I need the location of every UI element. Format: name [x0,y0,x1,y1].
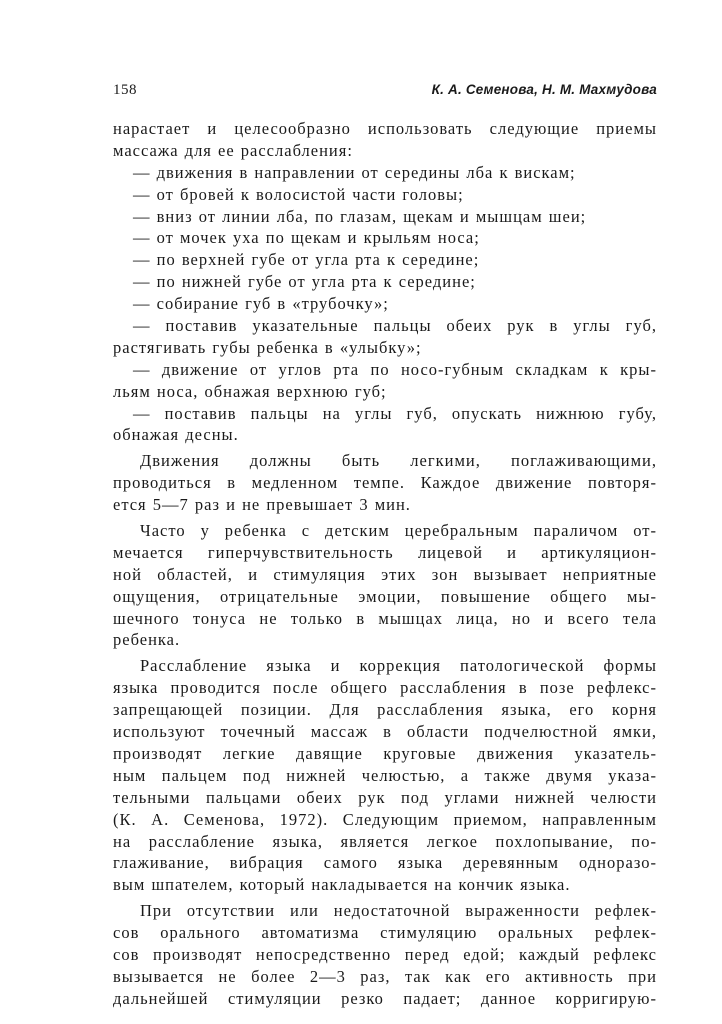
text-line: производят легкие давящие круговые движения указатель- [113,743,657,763]
paragraph-first-line: Расслабление языка и коррекция патологической формы [140,656,657,676]
text-line: сов производят непосредственно перед едой; каждый рефлекс [113,944,657,964]
text-line: языка проводится после общего расслабления в позе рефлекс- [113,678,657,698]
text-line: шечного тонуса не только в мышцах лица, но и всего тела [113,608,657,628]
list-item: — вниз от линии лба, по глазам, щекам и мышцам шеи; [133,206,587,226]
text-line: тельными пальцами обеих рук под углами нижней челюсти [113,787,657,807]
text-line: вым шпателем, который накладывается на кончик языка. [113,875,571,895]
list-item: — движение от углов рта по носо-губным складкам к кры- [133,359,657,379]
text-line: ребенка. [113,630,181,650]
text-line: ощущения, отрицательные эмоции, повышение общего мы- [113,586,657,606]
list-item: — поставив указательные пальцы обеих рук в углы губ, [133,316,657,336]
list-item: — по верхней губе от угла рта к середине; [133,250,480,270]
paragraph-first-line: Движения должны быть легкими, поглаживающими, [140,451,657,471]
list-item: — собирание губ в «трубочку»; [133,294,389,314]
text-line: обнажая десны. [113,425,239,445]
text-line: (К. А. Семенова, 1972). Следующим приемом, направленным [113,809,657,829]
body-text [113,118,657,1010]
text-line: глаживание, вибрация самого языка деревянным одноразо- [113,853,657,873]
text-line: ной областей, и стимуляция этих зон вызывает неприятные [113,564,657,584]
text-line: дальнейшей стимуляции резко падает; данное корригирую- [113,988,657,1008]
page-number: 158 [113,82,137,98]
text-line: на расслабление языка, является легкое похлопывание, по- [113,831,657,851]
text-line: проводиться в медленном темпе. Каждое движение повторя- [113,473,657,493]
page-header [113,82,657,102]
text-line: массажа для ее расслабления: [113,140,353,160]
text-line: вызывается не более 2—3 раз, так как его активность при [113,966,657,986]
text-line: растягивать губы ребенка в «улыбку»; [113,337,422,357]
list-item: — движения в направлении от середины лба к вискам; [133,162,576,182]
running-head-authors: К. А. Семенова, Н. М. Махмудова [431,82,657,97]
paragraph-first-line: Часто у ребенка с детским церебральным параличом от- [140,521,657,541]
text-line: льям носа, обнажая верхнюю губ; [113,381,387,401]
paragraph-first-line: При отсутствии или недостаточной выраженности рефлек- [140,901,657,921]
list-item: — от мочек уха по щекам и крыльям носа; [133,228,480,248]
text-line: ным пальцем под нижней челюстью, а также двумя указа- [113,765,657,785]
list-item: — по нижней губе от угла рта к середине; [133,272,476,292]
text-line: сов орального автоматизма стимуляцию оральных рефлек- [113,923,657,943]
text-line: мечается гиперчувствительность лицевой и артикуляцион- [113,542,657,562]
list-item: — от бровей к волосистой части головы; [133,184,464,204]
text-line: запрещающей позиции. Для расслабления языка, его корня [113,700,657,720]
text-line: ется 5—7 раз и не превышает 3 мин. [113,495,411,515]
text-line: используют точечный массаж в области подчелюстной ямки, [113,722,657,742]
list-item: — поставив пальцы на углы губ, опускать нижнюю губу, [133,403,657,423]
text-line: нарастает и целесообразно использовать следующие приемы [113,119,657,138]
